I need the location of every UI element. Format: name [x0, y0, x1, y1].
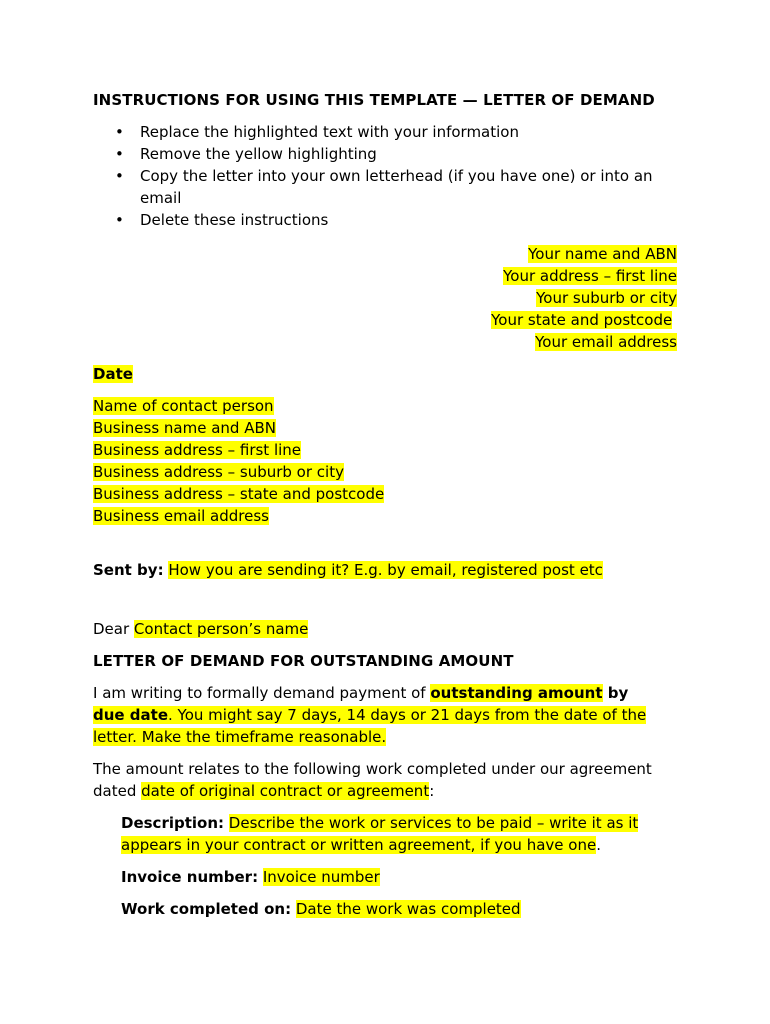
demand-paragraph: I am writing to formally demand payment of outstanding amount by due date. You might say 7 days, 14 days or 21 days from the date of the letter. Make the timeframe reasonable. — [93, 684, 647, 746]
work-completed-value: Date the work was completed — [295, 900, 521, 918]
bullet-icon: • — [115, 167, 124, 185]
sent-by-line — [93, 559, 603, 581]
recipient-address-block — [93, 395, 384, 527]
work-completed-item — [121, 898, 681, 920]
date-field: Date — [93, 365, 133, 383]
invoice-value: Invoice number — [262, 868, 380, 886]
sender-name: Your name and ABN — [528, 245, 677, 263]
sender-suburb: Your suburb or city — [536, 289, 677, 307]
sender-email: Your email address — [535, 333, 677, 351]
bullet-icon: • — [115, 123, 124, 141]
bullet-icon: • — [115, 145, 124, 163]
letter-title: LETTER OF DEMAND FOR OUTSTANDING AMOUNT — [93, 652, 514, 670]
salutation: Dear Contact person’s name — [93, 620, 309, 638]
sent-by-label: Sent by: — [93, 561, 164, 579]
description-item: Description: Describe the work or services to be paid – write it as it appears in your contract or written agreement, if you have one. — [121, 814, 639, 854]
instructions-list — [93, 121, 693, 231]
sender-address: Your address – first line — [503, 267, 677, 285]
list-item: • Remove the yellow highlighting — [115, 145, 377, 163]
bullet-icon: • — [115, 211, 124, 229]
contract-date: date of original contract or agreement — [141, 782, 430, 800]
invoice-label: Invoice number: — [121, 868, 259, 886]
recipient-state: Business address – state and postcode — [93, 485, 385, 503]
list-item: • Copy the letter into your own letterhead (if you have one) or into an email — [115, 167, 653, 207]
invoice-item — [121, 866, 681, 888]
salutation-name: Contact person’s name — [133, 620, 309, 638]
recipient-email: Business email address — [93, 507, 269, 525]
sent-by-value: How you are sending it? E.g. by email, registered post etc — [168, 561, 603, 579]
outstanding-amount: outstanding amount — [430, 684, 603, 702]
agreement-paragraph: The amount relates to the following work completed under our agreement dated date of original contract or agreement: — [93, 760, 652, 800]
sender-state: Your state and postcode — [491, 311, 673, 329]
work-completed-label: Work completed on: — [121, 900, 292, 918]
list-item: • Delete these instructions — [115, 211, 329, 229]
recipient-suburb: Business address – suburb or city — [93, 463, 344, 481]
list-item: • Replace the highlighted text with your information — [115, 123, 519, 141]
recipient-address: Business address – first line — [93, 441, 302, 459]
recipient-contact: Name of contact person — [93, 397, 274, 415]
description-label: Description: — [121, 814, 225, 832]
recipient-business-name: Business name and ABN — [93, 419, 276, 437]
due-date: due date — [93, 706, 169, 724]
sender-address-block — [491, 243, 677, 353]
instructions-title: INSTRUCTIONS FOR USING THIS TEMPLATE — LETTER OF DEMAND — [93, 91, 655, 109]
